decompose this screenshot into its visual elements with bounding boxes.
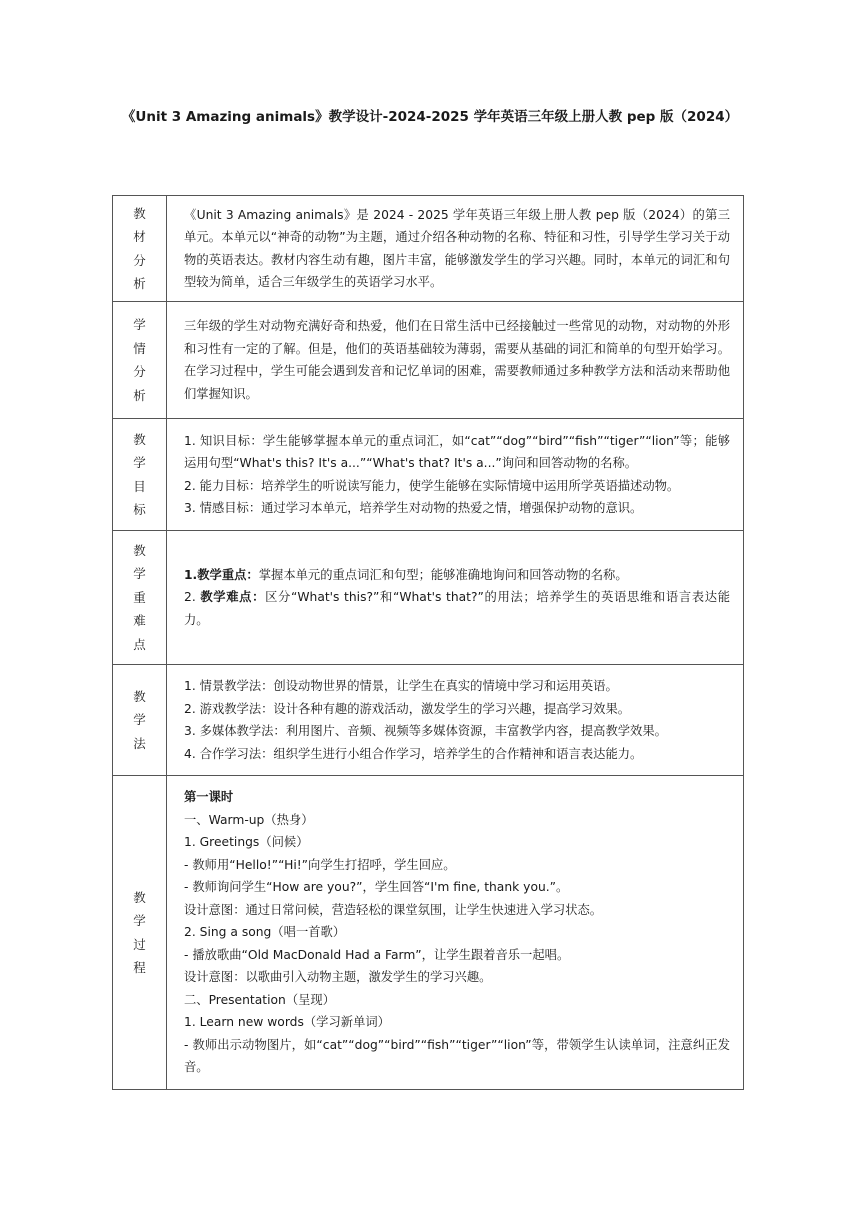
process-line: 设计意图：以歌曲引入动物主题，激发学生的学习兴趣。 [184, 970, 492, 985]
row-teaching-process [113, 776, 744, 1090]
focus-text: 掌握本单元的重点词汇和句型；能够准确地询问和回答动物的名称。 [258, 567, 628, 582]
lesson-plan-table [112, 195, 744, 1090]
process-line: 2. Sing a song（唱一首歌） [184, 925, 346, 940]
process-line: 一、Warm-up（热身） [184, 812, 314, 827]
process-line: - 教师出示动物图片，如“cat”“dog”“bird”“fish”“tiger”“lion”等，带领学生认读单词，注意纠正发音。 [184, 1037, 730, 1075]
process-line: - 教师用“Hello!”“Hi!”向学生打招呼，学生回应。 [184, 857, 456, 872]
row-material-analysis [113, 196, 744, 302]
objective-item: 2. 能力目标：培养学生的听说读写能力，使学生能够在实际情境中运用所学英语描述动物。 [184, 478, 680, 493]
teaching-difficulty: 2. 教学难点：区分“What's this?”和“What's that?”的用法；培养学生的英语思维和语言表达能力。 [184, 590, 730, 627]
label-material-analysis: 教 材 分 析 [113, 196, 167, 302]
process-line: - 播放歌曲“Old MacDonald Had a Farm”，让学生跟着音乐一起唱。 [184, 947, 570, 962]
label-teaching-objectives: 教 学 目 标 [113, 419, 167, 531]
method-item: 3. 多媒体教学法：利用图片、音频、视频等多媒体资源，丰富教学内容，提高教学效果。 [184, 724, 667, 738]
row-key-points [113, 531, 744, 665]
document-title: 《Unit 3 Amazing animals》教学设计-2024-2025 学年英语三年级上册人教 pep 版（2024） [121, 109, 739, 125]
difficulty-text: 区分“What's this?”和“What's that?”的用法；培养学生的英语思维和语言表达能力。 [184, 590, 730, 627]
lesson-title: 第一课时 [184, 790, 234, 805]
label-teaching-methods: 教 学 法 [113, 665, 167, 776]
process-line: - 教师询问学生“How are you?”，学生回答“I'm fine, thank you.”。 [184, 880, 569, 895]
process-line: 1. Learn new words（学习新单词） [184, 1015, 390, 1030]
teaching-process [167, 776, 744, 1090]
label-student-analysis: 学 情 分 析 [113, 302, 167, 419]
row-teaching-objectives [113, 419, 744, 531]
label-teaching-process: 教 学 过 程 [113, 776, 167, 1090]
process-line: 二、Presentation（呈现） [184, 992, 336, 1007]
row-teaching-methods [113, 665, 744, 776]
student-analysis-text: 三年级的学生对动物充满好奇和热爱，他们在日常生活中已经接触过一些常见的动物，对动物的外形和习性有一定的了解。但是，他们的英语基础较为薄弱，需要从基础的词汇和简单的句型开始学习。在学习过程中，学生可能会遇到发音和记忆单词的困难，需要教师通过多种教学方法和活动来帮助他们掌握知识。 [167, 302, 744, 419]
teaching-methods [167, 665, 744, 776]
focus-label: 1.教学重点： [184, 567, 259, 582]
material-analysis-text: 《Unit 3 Amazing animals》是 2024 - 2025 学年英语三年级上册人教 pep 版（2024）的第三单元。本单元以“神奇的动物”为主题，通过介绍各种动物的名称、特征和习性，引导学生学习关于动物的英语表达。教材内容生动有趣，图片丰富，能够激发学生的学习兴趣。同时，本单元的词汇和句型较为简单，适合三年级学生的英语学习水平。 [167, 196, 744, 302]
teaching-objectives [167, 419, 744, 531]
teaching-focus [184, 564, 730, 587]
method-item: 4. 合作学习法：组织学生进行小组合作学习，培养学生的合作精神和语言表达能力。 [184, 746, 643, 761]
objective-item: 1. 知识目标：学生能够掌握本单元的重点词汇，如“cat”“dog”“bird”“fish”“tiger”“lion”等；能够运用句型“What's this? It's a...”“What's that? It's a...”询问和回答动物的名称。 [184, 433, 730, 470]
difficulty-label: 教学难点： [200, 590, 266, 605]
method-item: 1. 情景教学法：创设动物世界的情景，让学生在真实的情境中学习和运用英语。 [184, 679, 618, 693]
objective-item: 3. 情感目标：通过学习本单元，培养学生对动物的热爱之情，增强保护动物的意识。 [184, 501, 643, 515]
key-points [167, 531, 744, 665]
process-line: 设计意图：通过日常问候，营造轻松的课堂氛围，让学生快速进入学习状态。 [184, 902, 603, 917]
label-key-points: 教 学 重 难 点 [113, 531, 167, 665]
process-line: 1. Greetings（问候） [184, 835, 309, 850]
method-item: 2. 游戏教学法：设计各种有趣的游戏活动，激发学生的学习兴趣，提高学习效果。 [184, 701, 631, 716]
row-student-analysis [113, 302, 744, 419]
